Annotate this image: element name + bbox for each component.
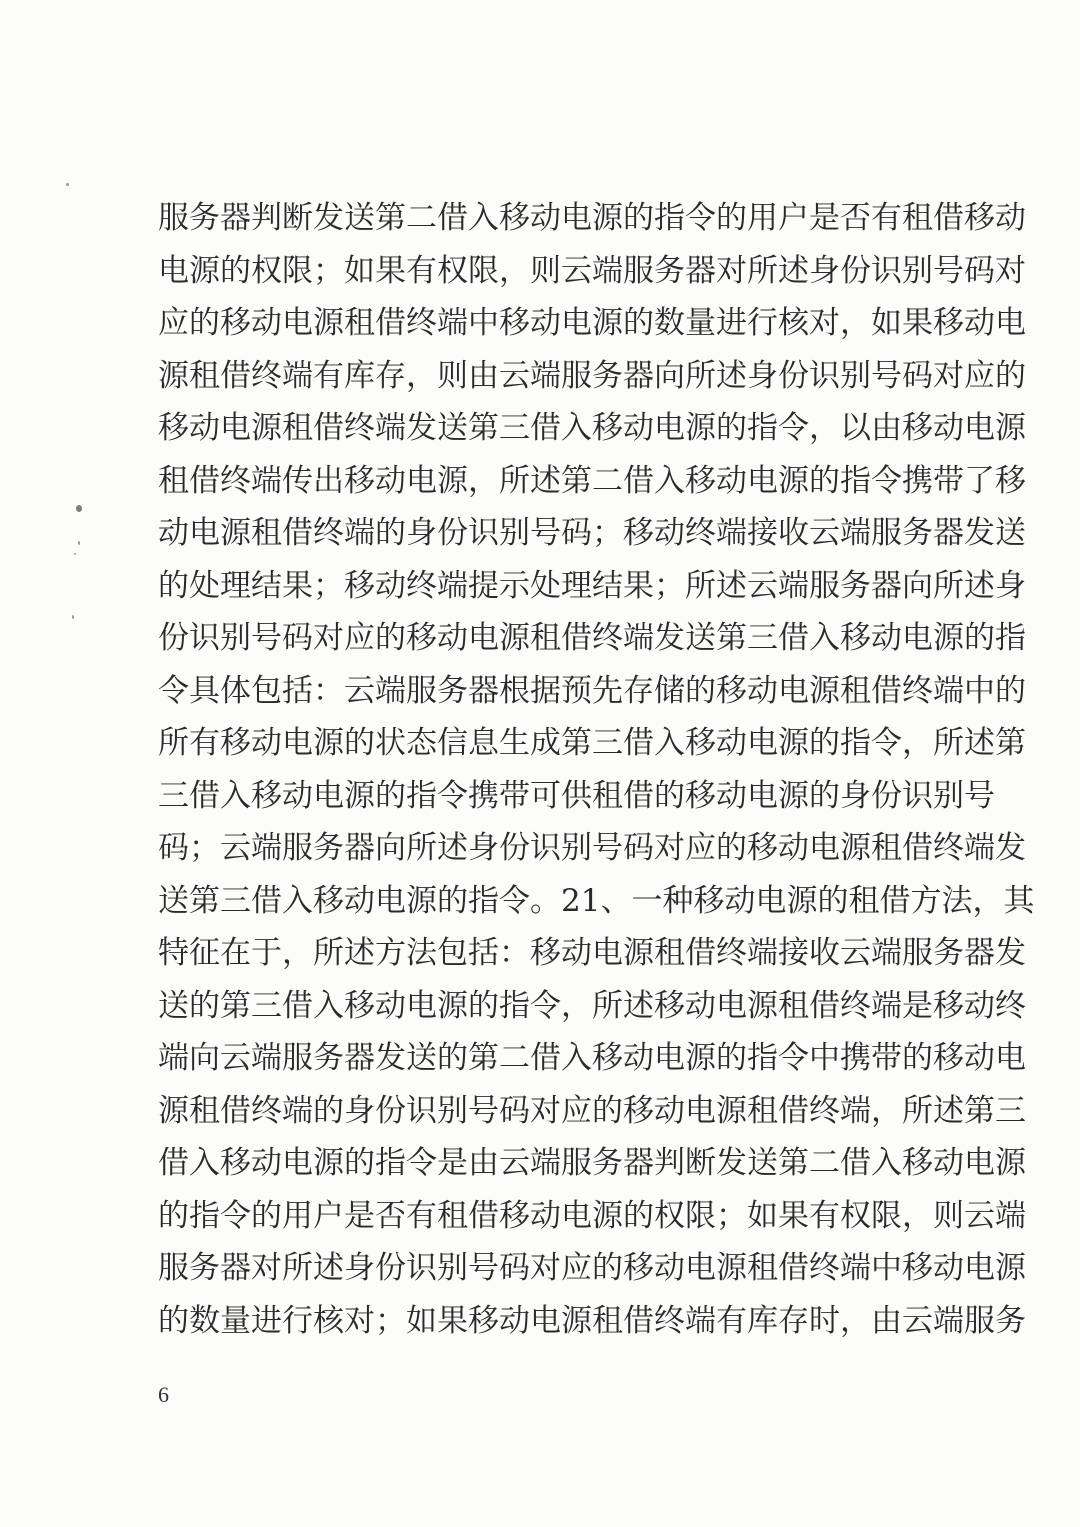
scan-speck <box>74 553 76 555</box>
text-line: 送第三借入移动电源的指令。21、一种移动电源的租借方法，其 <box>158 882 1035 919</box>
text-line: 电源的权限；如果有权限，则云端服务器对所述身份识别号码对 <box>158 252 1026 289</box>
scan-speck <box>66 183 69 186</box>
text-line: 借入移动电源的指令是由云端服务器判断发送第二借入移动电源 <box>158 1145 1026 1181</box>
text-line: 移动电源租借终端发送第三借入移动电源的指令，以由移动电源 <box>158 410 1026 446</box>
text-line: 码；云端服务器向所述身份识别号码对应的移动电源租借终端发 <box>158 830 1026 866</box>
text-line: 租借终端传出移动电源，所述第二借入移动电源的指令携带了移 <box>158 462 1026 499</box>
text-line: 三借入移动电源的指令携带可供租借的移动电源的身份识别号 <box>158 777 995 814</box>
page-number: 6 <box>158 1382 169 1407</box>
body-text <box>158 192 1035 1347</box>
text-line: 令具体包括：云端服务器根据预先存储的移动电源租借终端中的 <box>158 672 1026 709</box>
text-line: 源租借终端有库存，则由云端服务器向所述身份识别号码对应的 <box>158 357 1026 394</box>
text-line: 服务器判断发送第二借入移动电源的指令的用户是否有租借移动 <box>158 200 1026 236</box>
text-line: 的处理结果；移动终端提示处理结果；所述云端服务器向所述身 <box>158 567 1026 604</box>
scan-speck <box>78 541 80 545</box>
text-line: 份识别号码对应的移动电源租借终端发送第三借入移动电源的指 <box>158 620 1026 656</box>
text-line: 送的第三借入移动电源的指令，所述移动电源租借终端是移动终 <box>158 987 1026 1024</box>
text-line: 所有移动电源的状态信息生成第三借入移动电源的指令，所述第 <box>158 725 1026 761</box>
text-line: 应的移动电源租借终端中移动电源的数量进行核对，如果移动电 <box>158 305 1026 341</box>
text-line: 的指令的用户是否有租借移动电源的权限；如果有权限，则云端 <box>158 1197 1026 1234</box>
text-line: 动电源租借终端的身份识别号码；移动终端接收云端服务器发送 <box>158 515 1026 551</box>
text-line: 源租借终端的身份识别号码对应的移动电源租借终端，所述第三 <box>158 1092 1026 1129</box>
scan-speck <box>76 505 82 512</box>
text-line: 端向云端服务器发送的第二借入移动电源的指令中携带的移动电 <box>158 1040 1026 1076</box>
text-line: 特征在于，所述方法包括：移动电源租借终端接收云端服务器发 <box>158 935 1026 971</box>
text-line: 服务器对所述身份识别号码对应的移动电源租借终端中移动电源 <box>158 1250 1026 1286</box>
scan-speck <box>72 615 74 619</box>
text-line: 的数量进行核对；如果移动电源租借终端有库存时，由云端服务 <box>158 1302 1026 1339</box>
